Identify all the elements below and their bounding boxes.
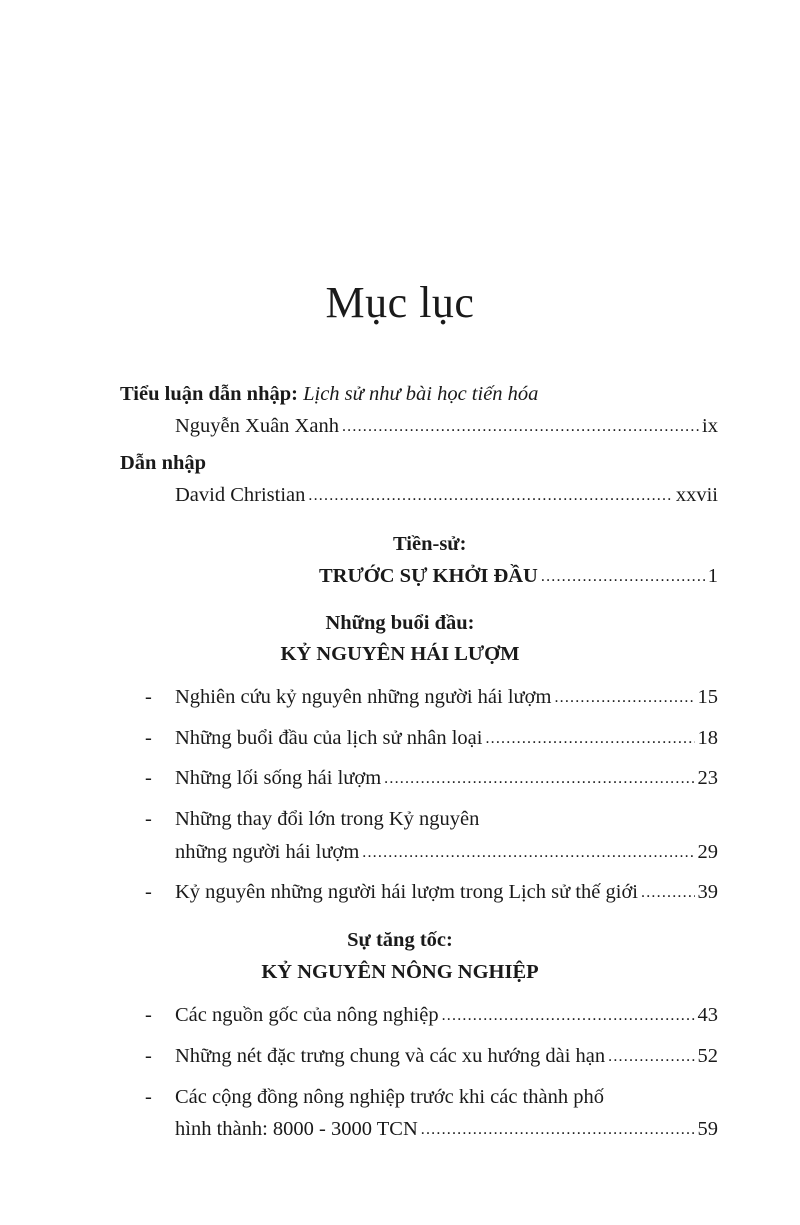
dot-leader: [421, 1114, 695, 1144]
toc-entry-page: 43: [697, 1004, 718, 1026]
dot-leader: [362, 837, 694, 867]
section-1-heading: Những buổi đầu:: [325, 612, 475, 634]
prehistory-heading: Tiền-sử:: [393, 533, 467, 555]
toc-entry[interactable]: [175, 1042, 718, 1072]
dot-leader: [342, 411, 699, 441]
dot-leader: [641, 877, 694, 907]
dot-leader: [554, 682, 694, 712]
toc-entry[interactable]: [175, 878, 718, 908]
bullet-dash: -: [145, 808, 152, 830]
dot-leader: [442, 1000, 695, 1030]
toc-entry-title-line-2: những người hái lượm: [175, 841, 360, 863]
section-2-heading: Sự tăng tốc:: [347, 929, 453, 951]
bullet-dash: -: [145, 767, 152, 789]
toc-entry-author: David Christian: [175, 484, 306, 506]
toc-entry-title: Nghiên cứu kỷ nguyên những người hái lượm: [175, 686, 552, 708]
toc-entry[interactable]: [175, 838, 718, 868]
toc-entry-title-line-1[interactable]: Những thay đổi lớn trong Kỷ nguyên: [175, 808, 480, 830]
toc-entry[interactable]: [175, 724, 718, 754]
toc-entry[interactable]: [175, 1115, 718, 1145]
bullet-dash: -: [145, 1045, 152, 1067]
dot-leader: [608, 1041, 694, 1071]
toc-entry-title: Kỷ nguyên những người hái lượm trong Lịch sử thế giới: [175, 881, 639, 903]
toc-entry-introduction[interactable]: [175, 481, 718, 511]
toc-entry-title: Những buổi đầu của lịch sử nhân loại: [175, 727, 483, 749]
toc-entry-title: Những lối sống hái lượm: [175, 767, 382, 789]
toc-entry-page: 39: [697, 881, 718, 903]
toc-entry-page: ix: [702, 415, 718, 437]
dot-leader: [485, 723, 694, 753]
section-2-title: KỶ NGUYÊN NÔNG NGHIỆP: [261, 961, 539, 983]
toc-entry-page: 1: [707, 565, 718, 587]
toc-entry-page: 59: [697, 1118, 718, 1140]
toc-entry-page: 29: [697, 841, 718, 863]
toc-entry-page: 15: [697, 686, 718, 708]
toc-entry-title: Những nét đặc trưng chung và các xu hướng dài hạn: [175, 1045, 606, 1067]
intro-essay-label: Tiểu luận dẫn nhập:: [120, 383, 298, 405]
toc-entry[interactable]: [175, 764, 718, 794]
toc-entry-title: Các nguồn gốc của nông nghiệp: [175, 1004, 439, 1026]
toc-entry-title-line-2: hình thành: 8000 - 3000 TCN: [175, 1118, 418, 1140]
toc-entry-intro-essay[interactable]: [175, 412, 718, 442]
toc-entry-title-line-1[interactable]: Các cộng đồng nông nghiệp trước khi các thành phố: [175, 1086, 604, 1108]
toc-entry-page: 23: [697, 767, 718, 789]
toc-entry-page: 52: [697, 1045, 718, 1067]
dot-leader: [308, 480, 672, 510]
introduction-heading: Dẫn nhập: [120, 452, 207, 474]
intro-essay-subtitle: Lịch sử như bài học tiến hóa: [303, 383, 539, 405]
toc-entry-page: xxvii: [675, 484, 718, 506]
bullet-dash: -: [145, 1004, 152, 1026]
bullet-dash: -: [145, 1086, 152, 1108]
bullet-dash: -: [145, 727, 152, 749]
toc-entry-author: Nguyễn Xuân Xanh: [175, 415, 339, 437]
toc-entry[interactable]: [175, 683, 718, 713]
intro-essay-heading: [120, 380, 538, 408]
toc-entry-title: TRƯỚC SỰ KHỞI ĐẦU: [319, 565, 538, 587]
bullet-dash: -: [145, 686, 152, 708]
toc-entry-page: 18: [697, 727, 718, 749]
dot-leader: [384, 763, 694, 793]
toc-entry[interactable]: [175, 1001, 718, 1031]
bullet-dash: -: [145, 881, 152, 903]
dot-leader: [541, 561, 705, 591]
page-title: Mục lục: [325, 278, 475, 328]
toc-entry-prehistory[interactable]: [319, 562, 718, 592]
section-1-title: KỶ NGUYÊN HÁI LƯỢM: [280, 643, 520, 665]
